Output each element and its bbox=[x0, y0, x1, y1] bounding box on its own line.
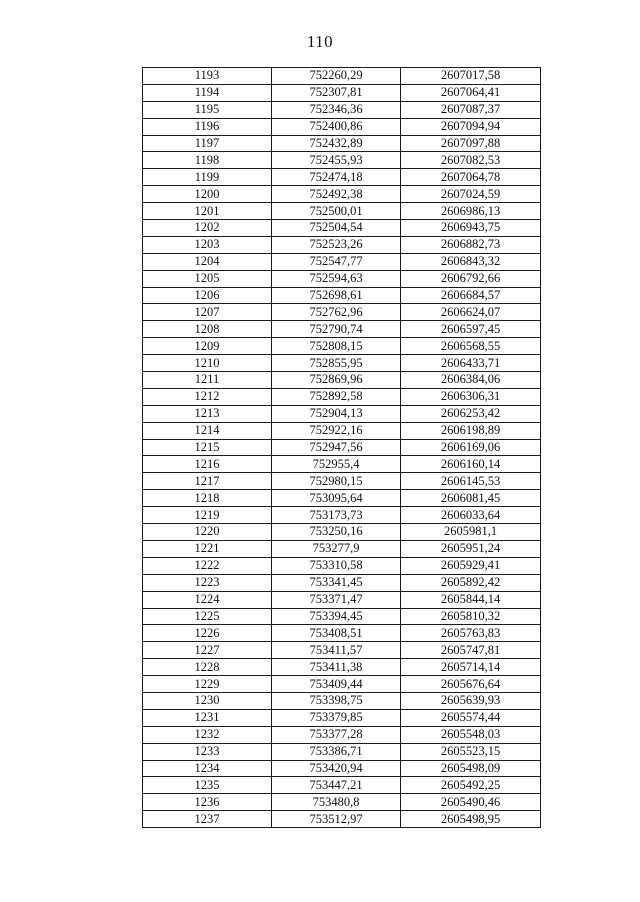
table-row bbox=[143, 608, 541, 625]
table-row bbox=[143, 743, 541, 760]
table-row bbox=[143, 473, 541, 490]
y-coordinate-cell: 2606684,57 bbox=[401, 287, 541, 304]
table-row bbox=[143, 169, 541, 186]
x-coordinate-cell: 752400,86 bbox=[272, 118, 401, 135]
point-number-cell: 1209 bbox=[143, 338, 272, 355]
y-coordinate-cell: 2607082,53 bbox=[401, 152, 541, 169]
table-row bbox=[143, 220, 541, 237]
x-coordinate-cell: 753173,73 bbox=[272, 507, 401, 524]
table-row bbox=[143, 152, 541, 169]
y-coordinate-cell: 2605714,14 bbox=[401, 659, 541, 676]
x-coordinate-cell: 753447,21 bbox=[272, 777, 401, 794]
point-number-cell: 1220 bbox=[143, 524, 272, 541]
x-coordinate-cell: 753095,64 bbox=[272, 490, 401, 507]
table-row bbox=[143, 101, 541, 118]
x-coordinate-cell: 753341,45 bbox=[272, 574, 401, 591]
point-number-cell: 1213 bbox=[143, 405, 272, 422]
table-row bbox=[143, 388, 541, 405]
table-row bbox=[143, 659, 541, 676]
point-number-cell: 1221 bbox=[143, 540, 272, 557]
y-coordinate-cell: 2605676,64 bbox=[401, 676, 541, 693]
table-row bbox=[143, 338, 541, 355]
point-number-cell: 1216 bbox=[143, 456, 272, 473]
x-coordinate-cell: 753408,51 bbox=[272, 625, 401, 642]
point-number-cell: 1229 bbox=[143, 676, 272, 693]
x-coordinate-cell: 752594,63 bbox=[272, 270, 401, 287]
point-number-cell: 1222 bbox=[143, 557, 272, 574]
x-coordinate-cell: 752762,96 bbox=[272, 304, 401, 321]
table-row bbox=[143, 760, 541, 777]
y-coordinate-cell: 2607024,59 bbox=[401, 186, 541, 203]
table-row bbox=[143, 321, 541, 338]
point-number-cell: 1206 bbox=[143, 287, 272, 304]
y-coordinate-cell: 2605892,42 bbox=[401, 574, 541, 591]
table-row bbox=[143, 304, 541, 321]
table-row bbox=[143, 625, 541, 642]
x-coordinate-cell: 752790,74 bbox=[272, 321, 401, 338]
y-coordinate-cell: 2605844,14 bbox=[401, 591, 541, 608]
point-number-cell: 1219 bbox=[143, 507, 272, 524]
point-number-cell: 1193 bbox=[143, 68, 272, 85]
point-number-cell: 1204 bbox=[143, 253, 272, 270]
point-number-cell: 1214 bbox=[143, 422, 272, 439]
table-row bbox=[143, 84, 541, 101]
y-coordinate-cell: 2605763,83 bbox=[401, 625, 541, 642]
table-row bbox=[143, 777, 541, 794]
point-number-cell: 1236 bbox=[143, 794, 272, 811]
y-coordinate-cell: 2607087,37 bbox=[401, 101, 541, 118]
point-number-cell: 1226 bbox=[143, 625, 272, 642]
x-coordinate-cell: 752260,29 bbox=[272, 68, 401, 85]
point-number-cell: 1211 bbox=[143, 372, 272, 389]
point-number-cell: 1225 bbox=[143, 608, 272, 625]
x-coordinate-cell: 752455,93 bbox=[272, 152, 401, 169]
table-row bbox=[143, 540, 541, 557]
table-row bbox=[143, 456, 541, 473]
point-number-cell: 1196 bbox=[143, 118, 272, 135]
x-coordinate-cell: 753480,8 bbox=[272, 794, 401, 811]
table-row bbox=[143, 726, 541, 743]
point-number-cell: 1208 bbox=[143, 321, 272, 338]
x-coordinate-cell: 752547,77 bbox=[272, 253, 401, 270]
x-coordinate-cell: 752947,56 bbox=[272, 439, 401, 456]
table-row bbox=[143, 524, 541, 541]
x-coordinate-cell: 752904,13 bbox=[272, 405, 401, 422]
point-number-cell: 1201 bbox=[143, 203, 272, 220]
table-row bbox=[143, 709, 541, 726]
y-coordinate-cell: 2605574,44 bbox=[401, 709, 541, 726]
point-number-cell: 1203 bbox=[143, 236, 272, 253]
y-coordinate-cell: 2606624,07 bbox=[401, 304, 541, 321]
y-coordinate-cell: 2606306,31 bbox=[401, 388, 541, 405]
table-row bbox=[143, 591, 541, 608]
x-coordinate-cell: 753377,28 bbox=[272, 726, 401, 743]
x-coordinate-cell: 752698,61 bbox=[272, 287, 401, 304]
y-coordinate-cell: 2605639,93 bbox=[401, 692, 541, 709]
y-coordinate-cell: 2606986,13 bbox=[401, 203, 541, 220]
y-coordinate-cell: 2606198,89 bbox=[401, 422, 541, 439]
y-coordinate-cell: 2605951,24 bbox=[401, 540, 541, 557]
coordinates-table-body bbox=[143, 68, 541, 828]
table-row bbox=[143, 794, 541, 811]
y-coordinate-cell: 2606081,45 bbox=[401, 490, 541, 507]
table-row bbox=[143, 236, 541, 253]
x-coordinate-cell: 752855,95 bbox=[272, 355, 401, 372]
x-coordinate-cell: 753371,47 bbox=[272, 591, 401, 608]
table-row bbox=[143, 692, 541, 709]
x-coordinate-cell: 753398,75 bbox=[272, 692, 401, 709]
y-coordinate-cell: 2606169,06 bbox=[401, 439, 541, 456]
x-coordinate-cell: 752504,54 bbox=[272, 220, 401, 237]
table-row bbox=[143, 135, 541, 152]
y-coordinate-cell: 2605492,25 bbox=[401, 777, 541, 794]
point-number-cell: 1224 bbox=[143, 591, 272, 608]
x-coordinate-cell: 753250,16 bbox=[272, 524, 401, 541]
point-number-cell: 1237 bbox=[143, 811, 272, 828]
table-row bbox=[143, 68, 541, 85]
x-coordinate-cell: 752307,81 bbox=[272, 84, 401, 101]
table-row bbox=[143, 422, 541, 439]
x-coordinate-cell: 752500,01 bbox=[272, 203, 401, 220]
point-number-cell: 1227 bbox=[143, 642, 272, 659]
point-number-cell: 1212 bbox=[143, 388, 272, 405]
x-coordinate-cell: 753420,94 bbox=[272, 760, 401, 777]
table-row bbox=[143, 507, 541, 524]
x-coordinate-cell: 752432,89 bbox=[272, 135, 401, 152]
table-row bbox=[143, 642, 541, 659]
point-number-cell: 1230 bbox=[143, 692, 272, 709]
y-coordinate-cell: 2605490,46 bbox=[401, 794, 541, 811]
y-coordinate-cell: 2607017,58 bbox=[401, 68, 541, 85]
y-coordinate-cell: 2605523,15 bbox=[401, 743, 541, 760]
table-row bbox=[143, 490, 541, 507]
x-coordinate-cell: 753310,58 bbox=[272, 557, 401, 574]
table-row bbox=[143, 405, 541, 422]
y-coordinate-cell: 2607097,88 bbox=[401, 135, 541, 152]
y-coordinate-cell: 2605498,09 bbox=[401, 760, 541, 777]
point-number-cell: 1223 bbox=[143, 574, 272, 591]
point-number-cell: 1235 bbox=[143, 777, 272, 794]
point-number-cell: 1210 bbox=[143, 355, 272, 372]
x-coordinate-cell: 753379,85 bbox=[272, 709, 401, 726]
y-coordinate-cell: 2606253,42 bbox=[401, 405, 541, 422]
point-number-cell: 1215 bbox=[143, 439, 272, 456]
x-coordinate-cell: 753386,71 bbox=[272, 743, 401, 760]
x-coordinate-cell: 752892,58 bbox=[272, 388, 401, 405]
x-coordinate-cell: 753512,97 bbox=[272, 811, 401, 828]
point-number-cell: 1233 bbox=[143, 743, 272, 760]
y-coordinate-cell: 2607094,94 bbox=[401, 118, 541, 135]
x-coordinate-cell: 752869,96 bbox=[272, 372, 401, 389]
point-number-cell: 1231 bbox=[143, 709, 272, 726]
y-coordinate-cell: 2606033,64 bbox=[401, 507, 541, 524]
point-number-cell: 1217 bbox=[143, 473, 272, 490]
y-coordinate-cell: 2605548,03 bbox=[401, 726, 541, 743]
point-number-cell: 1197 bbox=[143, 135, 272, 152]
y-coordinate-cell: 2606882,73 bbox=[401, 236, 541, 253]
x-coordinate-cell: 752808,15 bbox=[272, 338, 401, 355]
point-number-cell: 1207 bbox=[143, 304, 272, 321]
x-coordinate-cell: 752492,38 bbox=[272, 186, 401, 203]
y-coordinate-cell: 2605747,81 bbox=[401, 642, 541, 659]
x-coordinate-cell: 752955,4 bbox=[272, 456, 401, 473]
x-coordinate-cell: 753409,44 bbox=[272, 676, 401, 693]
x-coordinate-cell: 752922,16 bbox=[272, 422, 401, 439]
table-row bbox=[143, 203, 541, 220]
point-number-cell: 1232 bbox=[143, 726, 272, 743]
table-row bbox=[143, 811, 541, 828]
point-number-cell: 1199 bbox=[143, 169, 272, 186]
point-number-cell: 1198 bbox=[143, 152, 272, 169]
table-row bbox=[143, 557, 541, 574]
y-coordinate-cell: 2607064,41 bbox=[401, 84, 541, 101]
table-row bbox=[143, 186, 541, 203]
x-coordinate-cell: 752346,36 bbox=[272, 101, 401, 118]
x-coordinate-cell: 753411,57 bbox=[272, 642, 401, 659]
page-number: 110 bbox=[306, 32, 334, 51]
x-coordinate-cell: 752980,15 bbox=[272, 473, 401, 490]
y-coordinate-cell: 2606160,14 bbox=[401, 456, 541, 473]
y-coordinate-cell: 2606943,75 bbox=[401, 220, 541, 237]
x-coordinate-cell: 753394,45 bbox=[272, 608, 401, 625]
point-number-cell: 1194 bbox=[143, 84, 272, 101]
y-coordinate-cell: 2606843,32 bbox=[401, 253, 541, 270]
point-number-cell: 1202 bbox=[143, 220, 272, 237]
point-number-cell: 1205 bbox=[143, 270, 272, 287]
point-number-cell: 1195 bbox=[143, 101, 272, 118]
point-number-cell: 1200 bbox=[143, 186, 272, 203]
table-row bbox=[143, 270, 541, 287]
y-coordinate-cell: 2605929,41 bbox=[401, 557, 541, 574]
table-row bbox=[143, 574, 541, 591]
table-row bbox=[143, 118, 541, 135]
table-row bbox=[143, 439, 541, 456]
point-number-cell: 1218 bbox=[143, 490, 272, 507]
y-coordinate-cell: 2606597,45 bbox=[401, 321, 541, 338]
table-row bbox=[143, 676, 541, 693]
x-coordinate-cell: 752523,26 bbox=[272, 236, 401, 253]
x-coordinate-cell: 753277,9 bbox=[272, 540, 401, 557]
y-coordinate-cell: 2606384,06 bbox=[401, 372, 541, 389]
table-row bbox=[143, 253, 541, 270]
y-coordinate-cell: 2606433,71 bbox=[401, 355, 541, 372]
table-row bbox=[143, 355, 541, 372]
y-coordinate-cell: 2605981,1 bbox=[401, 524, 541, 541]
x-coordinate-cell: 753411,38 bbox=[272, 659, 401, 676]
y-coordinate-cell: 2606792,66 bbox=[401, 270, 541, 287]
point-number-cell: 1228 bbox=[143, 659, 272, 676]
table-row bbox=[143, 287, 541, 304]
y-coordinate-cell: 2607064,78 bbox=[401, 169, 541, 186]
point-number-cell: 1234 bbox=[143, 760, 272, 777]
y-coordinate-cell: 2606145,53 bbox=[401, 473, 541, 490]
y-coordinate-cell: 2606568,55 bbox=[401, 338, 541, 355]
y-coordinate-cell: 2605498,95 bbox=[401, 811, 541, 828]
coordinates-table bbox=[142, 67, 541, 828]
y-coordinate-cell: 2605810,32 bbox=[401, 608, 541, 625]
x-coordinate-cell: 752474,18 bbox=[272, 169, 401, 186]
table-row bbox=[143, 372, 541, 389]
